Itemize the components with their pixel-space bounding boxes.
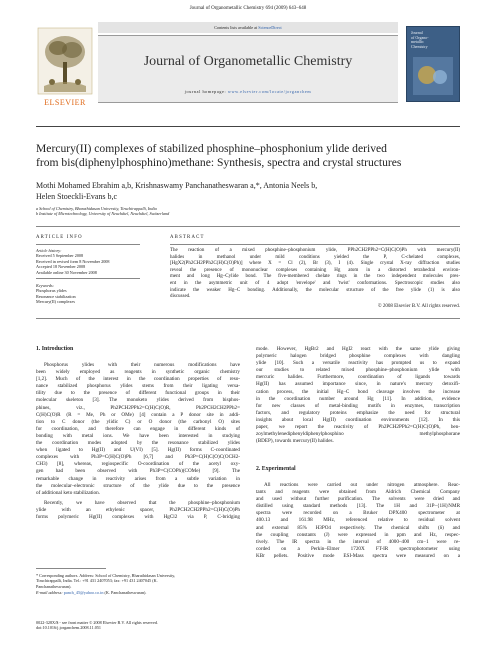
cover-line: of Organo- bbox=[411, 34, 429, 40]
history-rule bbox=[36, 278, 140, 279]
abstract-heading: ABSTRACT bbox=[170, 235, 205, 240]
copyright: © 2008 Elsevier B.V. All rights reserved. bbox=[377, 304, 460, 309]
cover-art-icon bbox=[413, 57, 453, 95]
doi-link[interactable]: doi:10.1016/j.jorganchem.2008.11.051 bbox=[36, 625, 102, 631]
affiliation-rule bbox=[36, 226, 460, 227]
publisher-logo bbox=[36, 26, 94, 116]
masthead bbox=[36, 22, 460, 118]
info-rule bbox=[36, 244, 140, 245]
abstract-last-line: discussed. bbox=[170, 294, 191, 300]
elsevier-tree-icon bbox=[36, 26, 94, 96]
intro-paragraph-2-continued: mode. However, HgBr2 and HgI2 react with the same ylide giving polymeric halogen bridged phosphine complexes with dangling ylide [10]. Such a versatile reactivity has prompted us to expand our studies to related mixed phosphine–phosphonium ylide with mercuric halides. Furthermore, coordination of ligands towards Hg(II) has assumed importance since, in nature's mercury detoxifi- cation process, the initial Hg–C bond cleavage involves the increase in the coordination number around Hg [11]. In addition, evidence for new classes of metal-binding motifs in enzymes, transcription factors, and regulatory proteins emphasize the need for structural insights about local Hg(II) coordination environments [12]. In this paper, we report the reactivity of Ph2PCH2PPh2=C(H)C(O)Ph, ben- zoylmethylenediphenyldiphenylphosphino methylphosphorane bbox=[256, 346, 460, 438]
intro-paragraph-1-end: of additional keto stabilization. bbox=[36, 489, 100, 496]
experimental-paragraph: All reactions were carried out under nitrogen atmosphere. Reac- tants and reagents were obtained from Aldrich Chemical Company and used without further purification. The solvents were dried and distilled using standard methods [13]. The 1H and 31P–{1H}NMR spectra were recorded on a Bruker DPX400 spectrometer at 400.13 and 161.98 MHz, referenced relative to residual solvent and external 85% H3PO4 respectively. The chemical shifts (δ) and the coupling constants (J) were expressed in ppm and Hz, respec- tively. The IR spectra in the interval of 4000–400 cm−1 were re- corded on a Perkin–Elmer 1720X FT-IR spectrophotometer using KBr pellets. Positive mode ESI-Mass spectra were measured on a bbox=[256, 482, 460, 559]
front-matter: 0022-328X/$ - see front matter © 2008 Elsevier B.V. All rights reserved. doi:10.1016/j.jorganchem.2008.11.051 bbox=[36, 620, 336, 631]
cover-line: metallic bbox=[411, 39, 424, 45]
footnote-rule bbox=[36, 568, 106, 569]
affiliations: a School of Chemistry, Bharathidasan University, Tiruchirappalli, India b Institute of Microtechnology, University of Neuchâtel, Neuchâtel, Switzerland bbox=[36, 206, 170, 217]
keywords: Keywords: Phosphorus ylides Resonance stabilization Mercury(II) complexes bbox=[36, 283, 76, 305]
journal-title: Journal of Organometallic Chemistry bbox=[143, 54, 353, 69]
journal-banner bbox=[98, 22, 398, 112]
section-heading-experimental: 2. Experimental bbox=[256, 466, 296, 472]
article-history: Article history: Received 5 September 2008 Received in revised form 8 November 2008 Accepted 18 November 2008 Available online 30 November 2008 bbox=[36, 248, 110, 275]
email-link[interactable]: panch_45@yahoo.co.in bbox=[63, 590, 104, 596]
contents-line: Contents lists available at ScienceDirect bbox=[214, 24, 282, 30]
article-title: Mercury(II) complexes of stabilized phosphine–phosphonium ylide derived from bis(diphenylphosphino)methane: Synthesis, spectra and crystal structures bbox=[36, 142, 402, 169]
homepage-line: journal homepage: www.elsevier.com/locate/jorganchem bbox=[184, 89, 312, 94]
intro-paragraph-2: Recently, we have observed that the phosphine–phosphonium ylide with an ethylenic spacer, Ph2PCH2CH2PPh2=C(H)C(O)Ph forms polymeric Hg(II) complexes with HgCl2 via P, C-bridging bbox=[36, 500, 240, 521]
author-list: Mothi Mohamed Ebrahim a,b, Krishnaswamy Panchanatheswaran a,*, Antonia Neels b, Helen Stoeckli-Evans b,c bbox=[36, 181, 318, 201]
homepage-link[interactable]: www.elsevier.com/locate/jorganchem bbox=[227, 89, 312, 94]
article-info-heading: ARTICLE INFO bbox=[36, 235, 83, 240]
journal-cover bbox=[406, 26, 460, 102]
cover-line: Chemistry bbox=[411, 43, 428, 49]
section-heading-intro: 1. Introduction bbox=[36, 346, 74, 352]
sciencedirect-link[interactable]: ScienceDirect bbox=[258, 24, 282, 30]
masthead-rule bbox=[36, 126, 460, 127]
cover-line: Journal bbox=[411, 30, 423, 35]
intro-paragraph-2-end: (BDEP), towards mercury(II) halides. bbox=[256, 438, 334, 445]
running-head: Journal of Organometallic Chemistry 694 (2009) 643–648 bbox=[189, 6, 307, 11]
footnote: * Corresponding authors. Address: School of Chemistry, Bharathidasan University, Tiruchirappalli, India. Tel.: +91 431 2407053; fax: +91 431 2407045 (K. Panchanatheswaran). E-mail address: panch_45@yahoo.co.in (K. Panchanatheswaran). bbox=[36, 573, 176, 596]
abstract-body: The reaction of a mixed phosphine–phosphonium ylide, PPh2CH2PPh2=C(H)C(O)Ph with mercury(II) halides in methanol under mild conditions yielded the P, C-chelated complexes, [HgX2(Ph2CH2PPh2C(H)C(O)Ph)] where X = Cl (2), Br (3), I (4). Single crystal X-ray diffraction studies reveal the presence of mononuclear complexes containing Hg atom in a distorted tetrahedral environ- ment and long Hg–Cylide bond. The five-membered chelate rings in the two independent molecules pres- ent in the asymmetric unit of 4 adopt 'envelope' and 'twist' conformations. Spectroscopic studies also indicate the weaker Hg–C bonding. Additionally, the molecular structure of the free ylide (1) is also bbox=[170, 248, 460, 293]
intro-paragraph-1: Phosphorus ylides with their numerous modifications have been widely employed as reagents in synthetic organic chemistry [1,2]. Much of the interest in the coordination properties of reso- nance stabilized phosphorus ylides stems from their ligating versa- tility due to the presence of different functional groups in their molecular skeleton [3]. The monoketo ylides derived from bisphos- phines, viz., Ph2PCH2PPh2=C(H)C(O)R, Ph2PCH2CH2PPh2= C(H)C(O)R (R = Me, Ph or OMe) [4] contain a P donor site in addi- tion to C donor (the ylidic C) or O donor (the carbonyl O) sites for coordination, and therefore can engage in different kinds of bonding with metal ions. We have been interested in studying the coordination modes adopted by the resonance stabilized ylides when ligated to Hg(II) and U(VI) [5]. Hg(II) forms C-coordinated complexes with Ph3P=C(H)C(O)Ph [6,7] and Ph3P=C(H)C(O)C(OCH2- CH3) [8], whereas, regiospecific O-coordination of the acetyl oxy- gen had been observed with Ph3P=C(COPh)(COMe) [9]. The remarkable change in reactivity arises from a subtle variation in the molecular–electronic structure of the ylide due to the presence bbox=[36, 362, 240, 489]
publisher-name: ELSEVIER bbox=[44, 98, 86, 107]
abstract-bottom-rule bbox=[36, 318, 460, 319]
abstract-rule bbox=[170, 244, 460, 245]
